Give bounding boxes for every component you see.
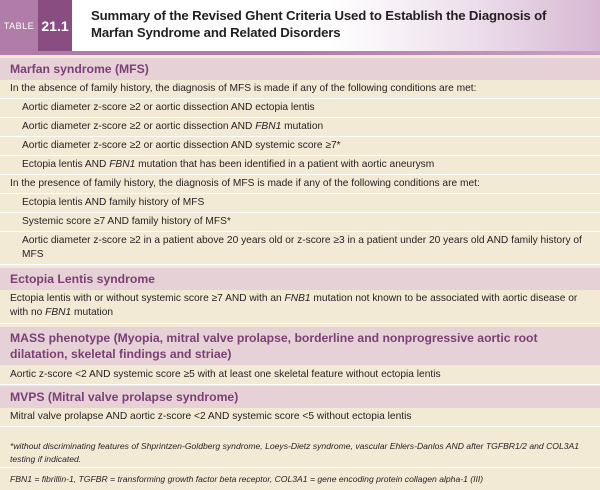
mfs-no-family-criterion-1: Aortic diameter z-score ≥2 or aortic dissection AND ectopia lentis (0, 99, 600, 118)
mfs-family-criterion-3: Aortic diameter z-score ≥2 in a patient above 20 years old or z-score ≥3 in a patient under 20 years old AND family history of MFS (0, 232, 600, 265)
mvps-criterion: Mitral valve prolapse AND aortic z-score <2 AND systemic score <5 without ectopia lentis (0, 408, 600, 427)
table-number: 21.1 (38, 0, 72, 51)
mass-criterion: Aortic z-score <2 AND systemic score ≥5 with at least one skeletal feature without ectopia lentis (0, 366, 600, 385)
table-title: Summary of the Revised Ghent Criteria Used to Establish the Diagnosis of Marfan Syndrome and Related Disorders (91, 8, 547, 40)
mfs-no-family-criterion-2: Aortic diameter z-score ≥2 or aortic dissection AND FBN1 mutation (0, 118, 600, 137)
footnote-asterisk: *without discriminating features of Shprintzen-Goldberg syndrome, Loeys-Dietz syndrome, vascular Ehlers-Danlos AND after TGFBR1/2 and COL3A1 testing if indicated. (10, 441, 580, 464)
footnote-divider (0, 467, 600, 468)
section-heading-els: Ectopia Lentis syndrome (0, 268, 600, 290)
mfs-family-criterion-2: Systemic score ≥7 AND family history of MFS* (0, 213, 600, 232)
mfs-family-criterion-1: Ectopia lentis AND family history of MFS (0, 194, 600, 213)
section-heading-mass: MASS phenotype (Myopia, mitral valve prolapse, borderline and nonprogressive aortic root dilatation, skeletal findings and striae) (0, 327, 600, 365)
table-header (0, 0, 600, 51)
footnote-abbreviations: FBN1 = fibrillin-1, TGFBR = transforming growth factor beta receptor, COL3A1 = gene encoding protein collagen alpha-1 (III) (10, 474, 484, 484)
els-criterion: Ectopia lentis with or without systemic score ≥7 AND with an FNB1 mutation not known to be associated with aortic disease or with no FBN1 mutation (0, 290, 600, 324)
section-heading-mvps: MVPS (Mitral valve prolapse syndrome) (0, 386, 600, 408)
section-heading-mfs: Marfan syndrome (MFS) (0, 58, 600, 80)
table-tag-label: TABLE (0, 0, 38, 51)
header-rule (0, 51, 600, 55)
mfs-no-family-criterion-4: Ectopia lentis AND FBN1 mutation that has been identified in a patient with aortic aneurysm (0, 156, 600, 175)
table-tag (0, 0, 78, 51)
mfs-family-intro: In the presence of family history, the diagnosis of MFS is made if any of the following conditions are met: (0, 175, 600, 194)
mfs-no-family-criterion-3: Aortic diameter z-score ≥2 or aortic dissection AND systemic score ≥7* (0, 137, 600, 156)
mfs-no-family-intro: In the absence of family history, the diagnosis of MFS is made if any of the following conditions are met: (0, 80, 600, 99)
